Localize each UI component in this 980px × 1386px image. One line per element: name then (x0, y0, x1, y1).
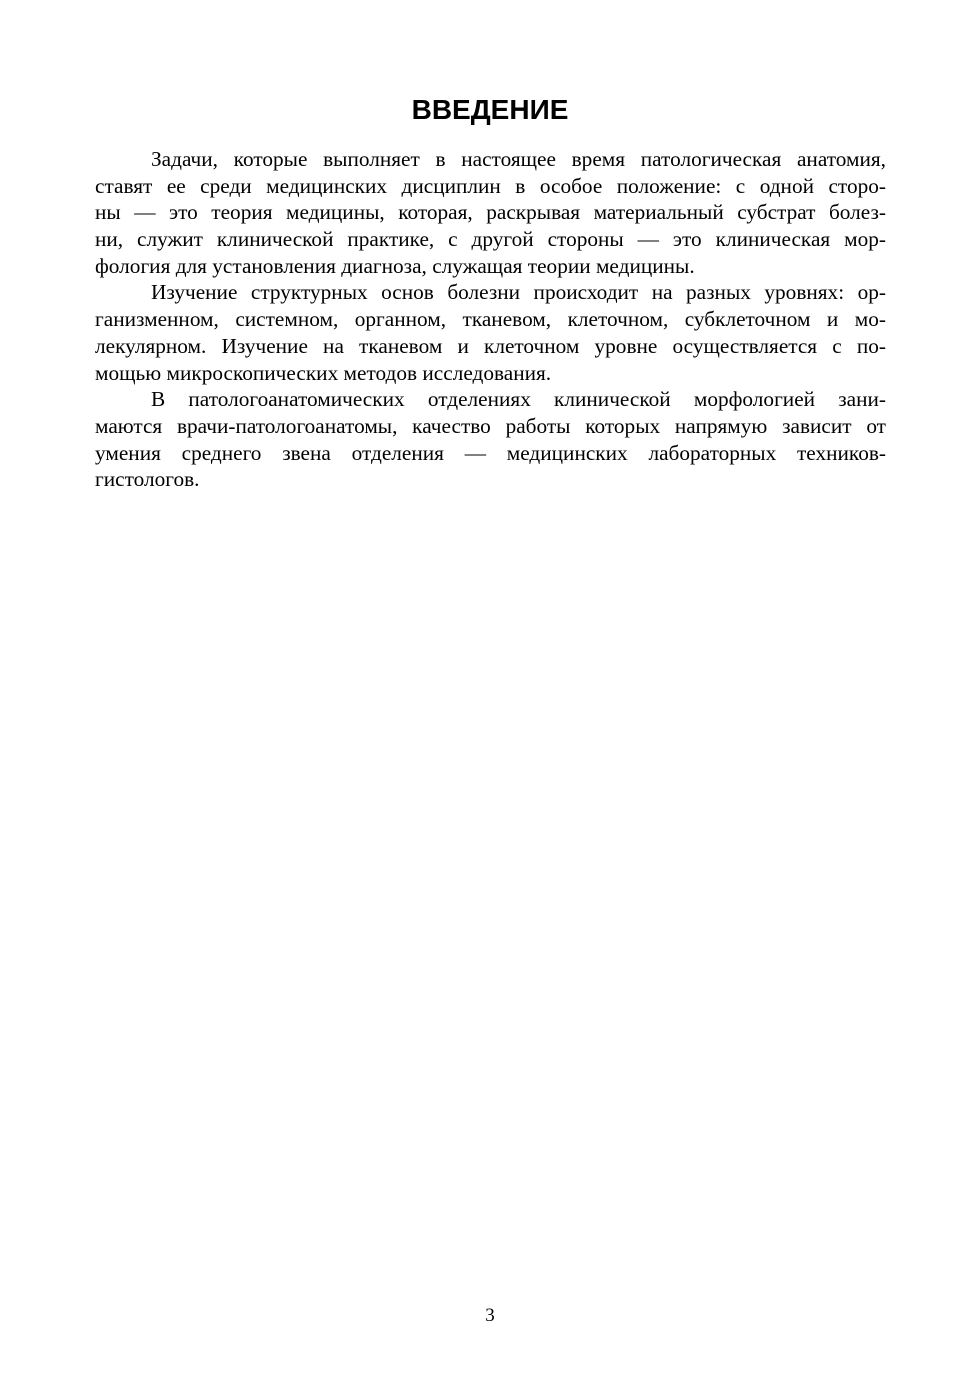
text-line: фология для установления диагноза, служащая теории медицины. (95, 253, 695, 278)
page-title: ВВЕДЕНИЕ (411, 94, 569, 125)
text-line: лекулярном. Изучение на тканевом и клеточном уровне осуществляется с по- (95, 333, 886, 358)
text-line: В патологоанатомических отделениях клинической морфологией зани- (151, 387, 886, 412)
paragraph-1 (95, 146, 886, 279)
paragraph-3 (95, 386, 886, 493)
text-line: гистологов. (95, 467, 200, 492)
text-line: ны — это теория медицины, которая, раскрывая материальный субстрат болез- (95, 200, 886, 225)
text-line: Задачи, которые выполняет в настоящее время патологическая анатомия, (151, 147, 886, 171)
text-line: ганизменном, системном, органном, тканевом, клеточном, субклеточном и мо- (95, 307, 886, 332)
text-line: ставят ее среди медицинских дисциплин в особое положение: с одной сторо- (95, 173, 886, 198)
page-number: 3 (485, 1305, 495, 1326)
paragraph-2 (95, 279, 886, 386)
text-line: Изучение структурных основ болезни происходит на разных уровнях: ор- (151, 280, 886, 305)
text-line: ни, служит клинической практике, с другой стороны — это клиническая мор- (95, 227, 886, 252)
text-line: маются врачи-патологоанатомы, качество работы которых напрямую зависит от (95, 413, 886, 438)
text-line: мощью микроскопических методов исследования. (95, 360, 552, 385)
text-line: умения среднего звена отделения — медицинских лабораторных техников- (95, 440, 886, 465)
body-text (95, 146, 886, 493)
